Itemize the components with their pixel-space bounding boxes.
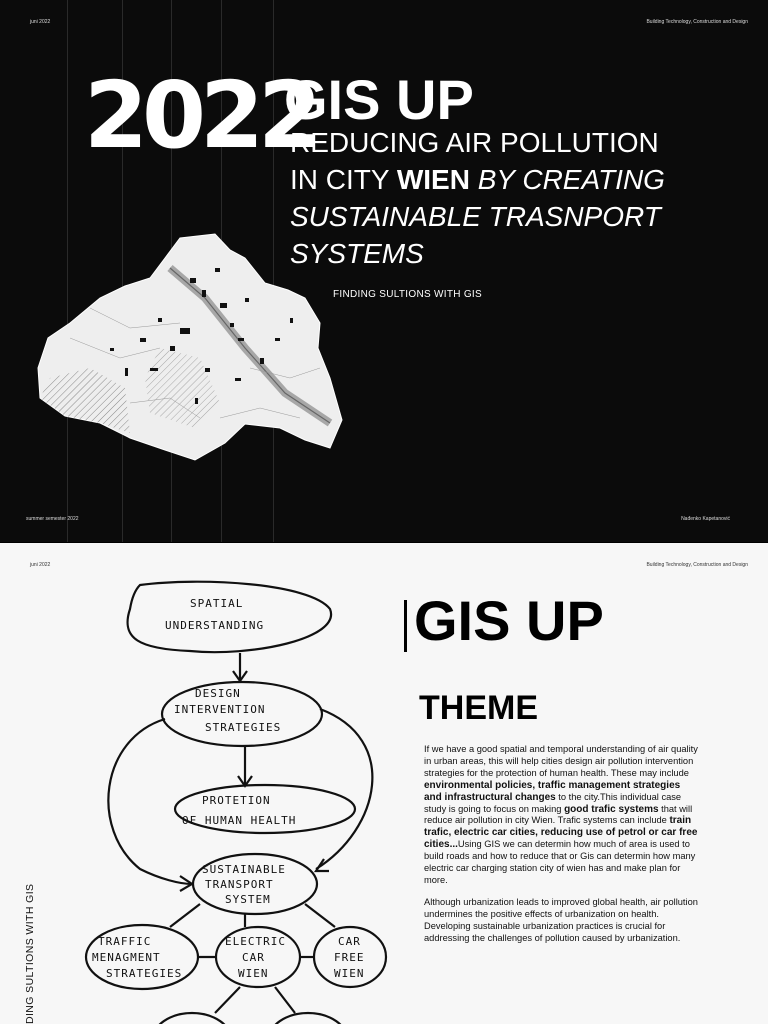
subtitle-italic: SYSTEMS <box>290 238 424 269</box>
cover-tagline: FINDING SULTIONS WITH GIS <box>333 289 482 300</box>
year-display: 2022 <box>84 62 317 169</box>
theme-body <box>424 744 700 955</box>
node-outline <box>128 582 332 652</box>
footer-author: Nađenko Kapetanović <box>681 516 730 522</box>
node-label: MENAGMENT <box>92 951 161 964</box>
subtitle-line <box>290 235 730 272</box>
header-course: Building Technology, Construction and Design <box>646 562 748 568</box>
node-label: OF HUMAN HEALTH <box>182 814 297 827</box>
header-course: Building Technology, Construction and Design <box>646 19 748 25</box>
subtitle-italic: SUSTAINABLE TRASNPORT <box>290 201 661 232</box>
footer-semester: summer semester 2022 <box>26 516 79 522</box>
subtitle-italic: BY CREATING <box>469 164 665 195</box>
node-label: CAR <box>338 935 361 948</box>
side-caption: DING SULTIONS WITH GIS <box>24 883 36 1024</box>
vienna-map-image <box>30 228 350 473</box>
node-label: SYSTEM <box>225 893 271 906</box>
node-label: TRANSPORT <box>205 878 274 891</box>
node-outline <box>268 1013 348 1024</box>
node-label: UNDERSTANDING <box>165 619 265 632</box>
node-label: PROTETION <box>202 794 271 807</box>
header-date: juni 2022 <box>30 19 51 25</box>
node-label: CAR <box>242 951 265 964</box>
subtitle-line <box>290 161 730 198</box>
node-label: WIEN <box>334 967 365 980</box>
title-accent-bar <box>404 600 407 652</box>
node-label: WIEN <box>238 967 269 980</box>
cover-subtitle <box>290 124 730 272</box>
node-label: ELECTRIC <box>225 935 286 948</box>
node-label: INTERVENTION <box>174 703 266 716</box>
cover-title: GIS UP <box>284 68 474 131</box>
subtitle-text: IN CITY <box>290 164 397 195</box>
paragraph-2: Although urbanization leads to improved global health, air pollution undermines the positive effects of urbanization on health. Developing sustainable urbanization practices is crucial for addressing the challenges of pollution caused by urbanization. <box>424 896 698 943</box>
page-title: GIS UP <box>414 589 604 652</box>
node-label: SPATIAL <box>190 597 244 610</box>
subtitle-city: WIEN <box>396 164 470 195</box>
section-title: THEME <box>419 689 538 727</box>
node-label: STRATEGIES <box>106 967 183 980</box>
node-label: TRAFFIC <box>98 935 152 948</box>
subtitle-line <box>290 198 730 235</box>
header-date: juni 2022 <box>30 562 51 568</box>
emphasis-text: good trafic systems <box>564 803 659 815</box>
node-label: DESIGN <box>195 687 241 700</box>
node-label: STRATEGIES <box>205 721 282 734</box>
concept-flow-diagram <box>80 579 390 1024</box>
paragraph-1: If we have a good spatial and temporal understanding of air quality in urban areas, this will help cities design air pollution intervention strategies for the protection of human health. These may include environmental policies, traffic management strategies and infrastructural changes to the city.This individual case study is going to focus on making good trafic systems that will reduce air pollution in city Wien. Trafic systems can include train trafic, electric car cities, reducing use of petrol or car free cities...Using GIS we can determin how much of area is used to build roads and how to reduce that or Gis can determin how many electric car charging station city of wien has and make plan for more. <box>424 744 698 885</box>
theme-page <box>0 543 768 1024</box>
node-label: SUSTAINABLE <box>202 863 286 876</box>
node-label: FREE <box>334 951 365 964</box>
emphasis-text: environmental policies, traffic management strategies and infrastructural changes <box>424 779 681 803</box>
subtitle-line: REDUCING AIR POLLUTION <box>290 127 659 158</box>
node-outline <box>152 1013 232 1024</box>
emphasis-text: train trafic, electric car cities, reducing use of petrol or car free cities... <box>424 815 698 851</box>
diagram-labels <box>92 597 365 1024</box>
